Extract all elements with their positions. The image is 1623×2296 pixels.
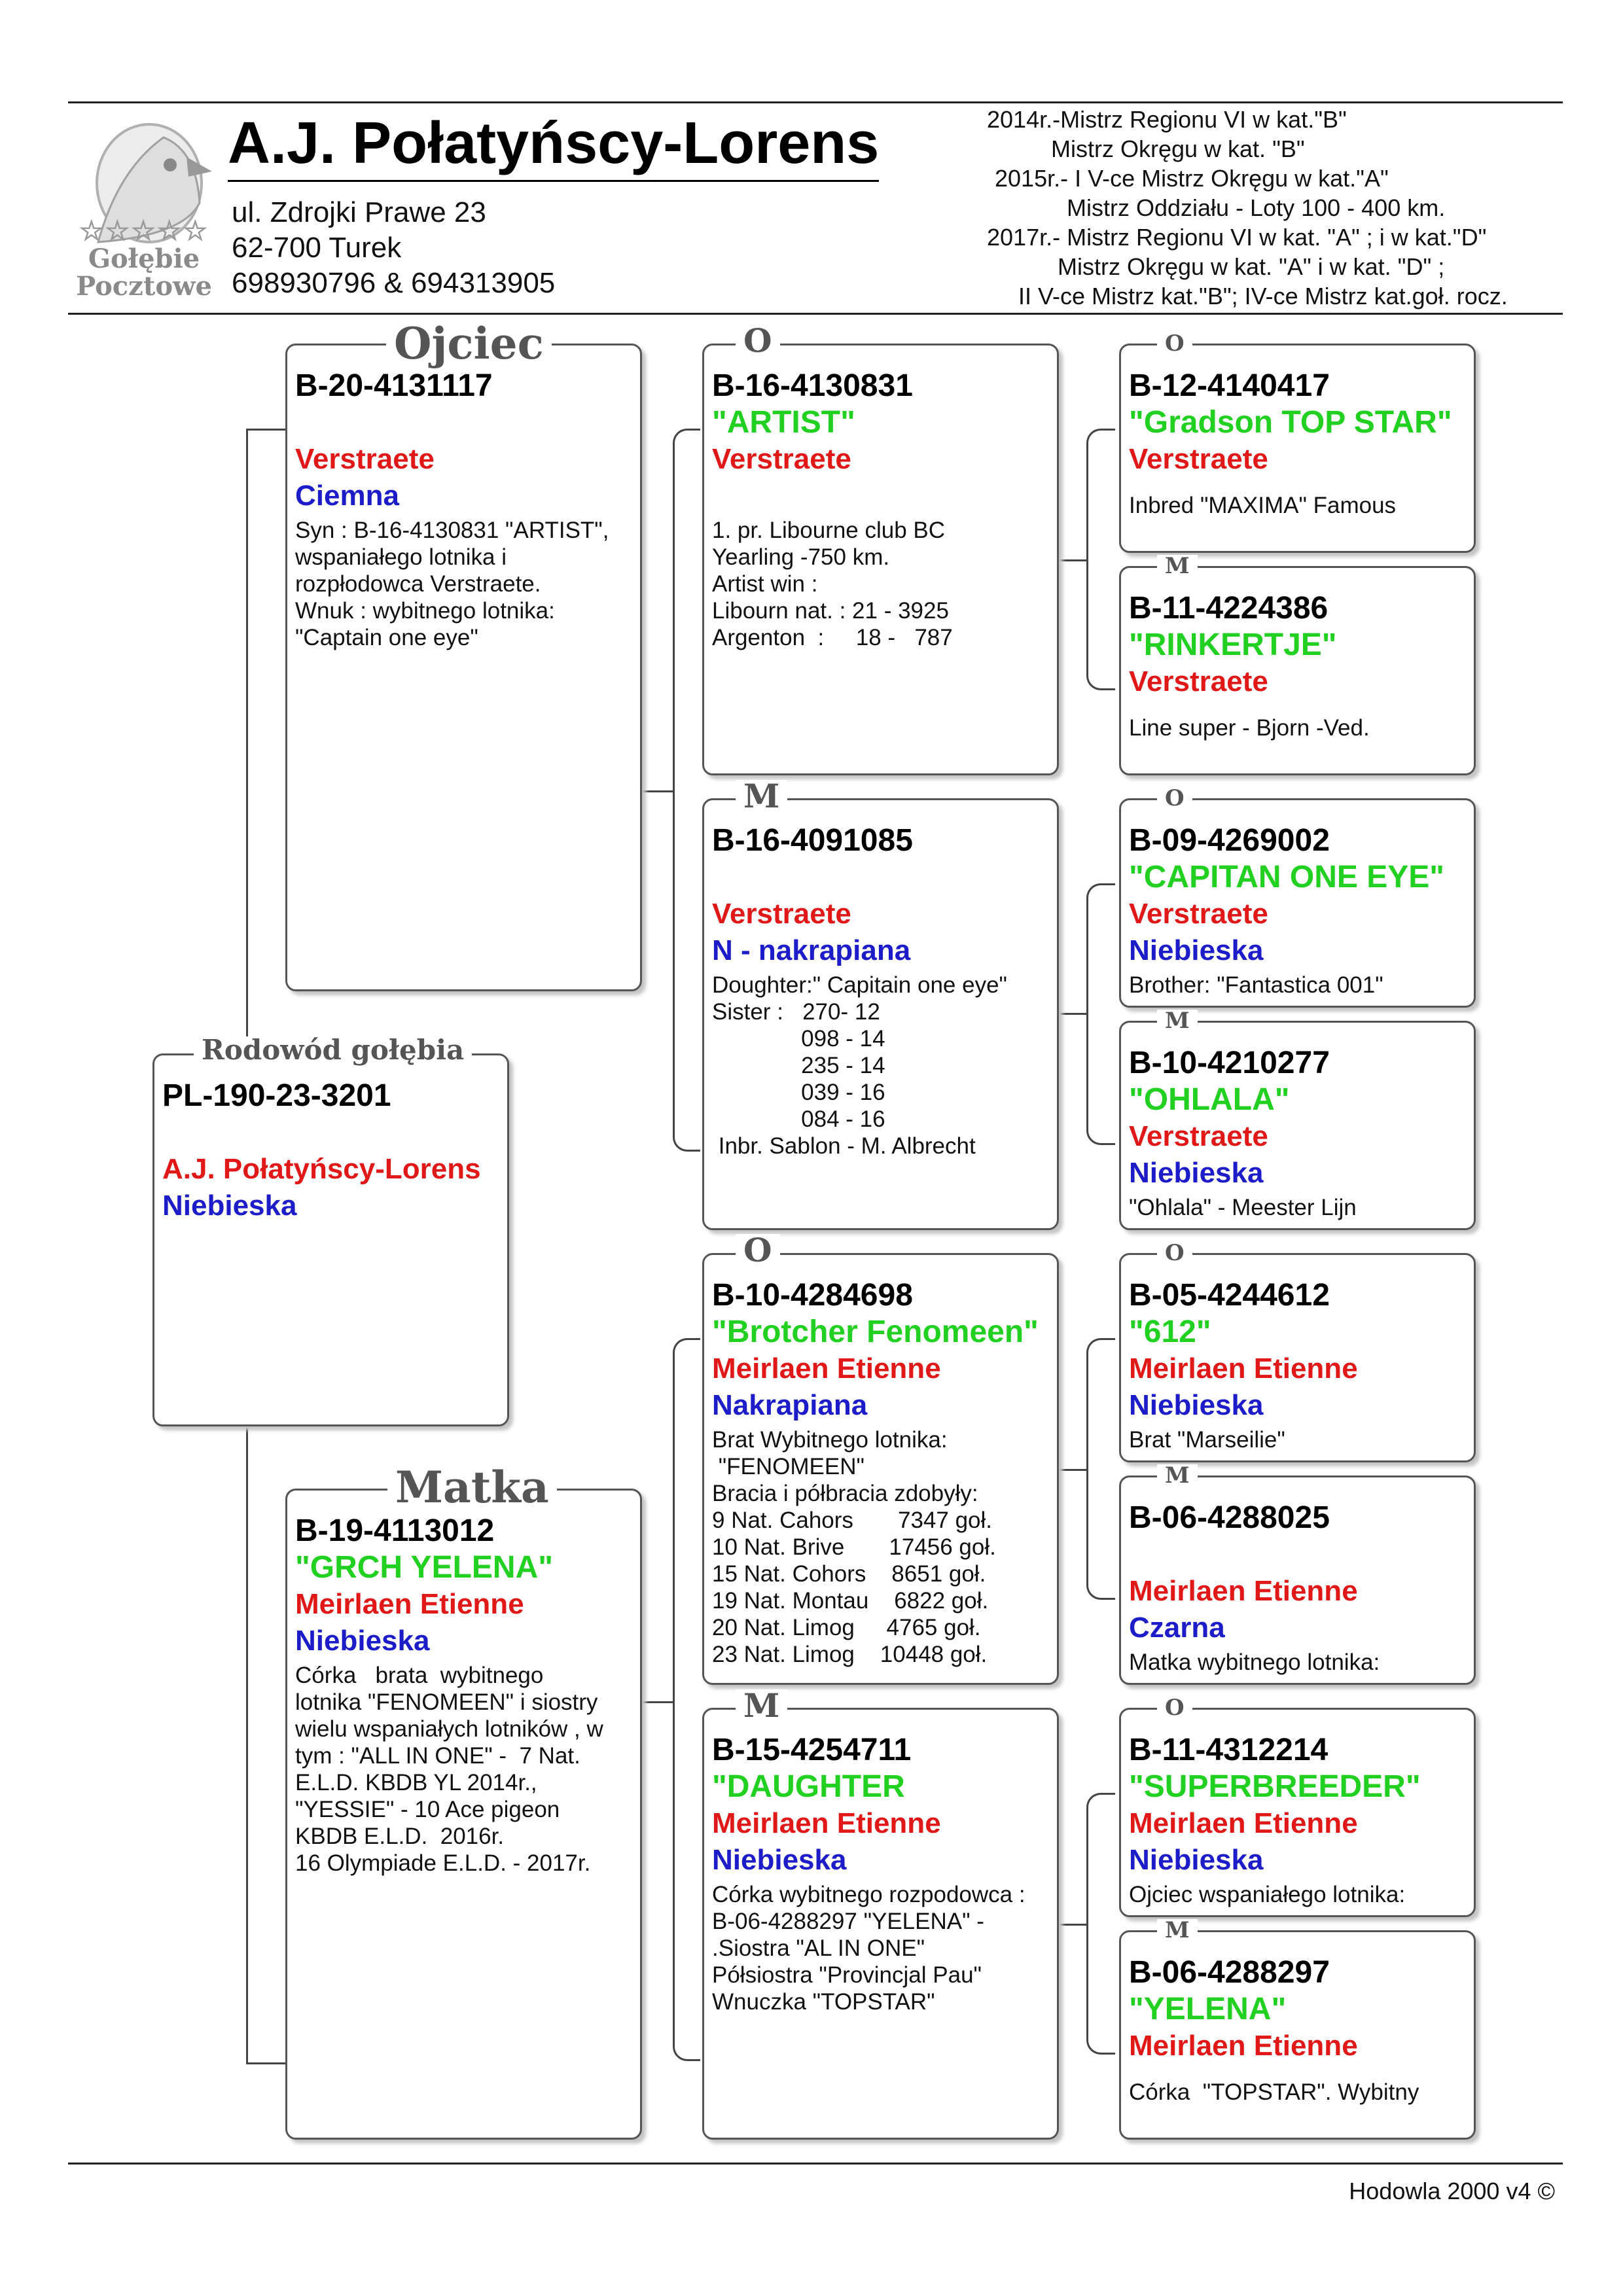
mother-desc: Córka brata wybitnego lotnika "FENOMEEN" i siostry wielu wspaniałych lotników , w tym : "ALL IN ONE" - 7 Nat. E.L.D. KBDB YL 2014r., "YESSIE" - 10 Ace pigeon KBDB E.L.D. 2016r. 16 Olympiade E.L.D. - 2017r. bbox=[295, 1663, 603, 1876]
connector-line bbox=[641, 1701, 673, 1703]
fmm-color: Niebieska bbox=[1129, 1157, 1264, 1189]
mff-breeder: Meirlaen Etienne bbox=[1129, 1352, 1358, 1385]
connector-bracket bbox=[673, 429, 700, 1152]
mm-breeder: Meirlaen Etienne bbox=[712, 1807, 941, 1839]
mff-card bbox=[1119, 1253, 1476, 1462]
mmf-ring: B-11-4312214 bbox=[1129, 1733, 1329, 1767]
father-breeder: Verstraete bbox=[295, 443, 435, 475]
mf-card bbox=[702, 1253, 1059, 1685]
fm-desc: Doughter:" Capitain one eye" Sister : 270- 12 098 - 14 235 - 14 039 - 16 084 - 16 Inbr. Sablon - M. Albrecht bbox=[712, 972, 1007, 1159]
mother-header: Matka bbox=[387, 1466, 557, 1509]
footer-credit: Hodowla 2000 v4 © bbox=[1349, 2178, 1555, 2204]
breeder-name-title: A.J. Połatyńscy-Lorens bbox=[228, 110, 879, 182]
mfm-ring: B-06-4288025 bbox=[1129, 1500, 1330, 1535]
fmm-name: "OHLALA" bbox=[1129, 1082, 1290, 1117]
mother-name: "GRCH YELENA" bbox=[295, 1550, 554, 1585]
mff-name: "612" bbox=[1129, 1315, 1211, 1349]
mff-header: O bbox=[1157, 1242, 1192, 1264]
mmf-desc: Ojciec wspaniałego lotnika: bbox=[1129, 1882, 1406, 1907]
logo-line2: Pocztowe bbox=[76, 271, 212, 302]
achievement-line: Mistrz Oddziału - Loty 100 - 400 km. bbox=[1067, 194, 1446, 221]
subject-card bbox=[152, 1053, 509, 1426]
address-street: ul. Zdrojki Prawe 23 bbox=[232, 196, 486, 228]
subject-header: Rodowód gołębia bbox=[194, 1036, 472, 1064]
fff-breeder: Verstraete bbox=[1129, 443, 1268, 475]
ffm-breeder: Verstraete bbox=[1129, 665, 1268, 698]
mmm-breeder: Meirlaen Etienne bbox=[1129, 2030, 1358, 2062]
mmf-card bbox=[1119, 1708, 1476, 1917]
fm-ring: B-16-4091085 bbox=[712, 823, 913, 858]
logo-line1: Gołębie bbox=[88, 243, 200, 274]
address-city: 62-700 Turek bbox=[232, 232, 402, 264]
mf-desc: Brat Wybitnego lotnika: "FENOMEEN" Bracia i półbracia zdobyły: 9 Nat. Cahors 7347 goł. 10 Nat. Brive 17456 goł. 15 Nat. Cohors 8651 goł. 19 Nat. Montau 6822 goł. 20 Nat. Limog 4765 goł. 23 Nat. Limog 10448 goł. bbox=[712, 1427, 996, 1667]
mf-color: Nakrapiana bbox=[712, 1389, 868, 1421]
father-header: Ojciec bbox=[386, 322, 552, 365]
fmf-color: Niebieska bbox=[1129, 934, 1264, 966]
father-color: Ciemna bbox=[295, 480, 399, 512]
subject-breeder: A.J. Połatyńscy-Lorens bbox=[162, 1153, 481, 1185]
mm-desc: Córka wybitnego rozpodowca : B-06-4288297 "YELENA" - .Siostra "AL IN ONE" Półsiostra "Provincjal Pau" Wnuczka "TOPSTAR" bbox=[712, 1882, 1026, 2015]
connector-line bbox=[1059, 1924, 1086, 1926]
ffm-header: M bbox=[1157, 555, 1198, 577]
connector-bracket bbox=[1086, 1338, 1115, 1600]
mfm-color: Czarna bbox=[1129, 1612, 1225, 1644]
ff-header: O bbox=[736, 325, 780, 357]
connector-line bbox=[246, 429, 285, 431]
connector-bracket bbox=[673, 1338, 700, 2061]
ff-breeder: Verstraete bbox=[712, 443, 851, 475]
fff-ring: B-12-4140417 bbox=[1129, 368, 1330, 403]
mmm-header: M bbox=[1157, 1919, 1198, 1941]
fmf-breeder: Verstraete bbox=[1129, 898, 1268, 930]
achievements-list bbox=[975, 105, 1551, 311]
fm-color: N - nakrapiana bbox=[712, 934, 911, 966]
subject-ring: PL-190-23-3201 bbox=[162, 1078, 391, 1113]
father-card bbox=[285, 344, 642, 991]
achievement-line: 2015r.- I V-ce Mistrz Okręgu w kat."A" bbox=[995, 165, 1389, 192]
header-rule-bottom bbox=[68, 313, 1563, 315]
fff-card bbox=[1119, 344, 1476, 553]
mother-color: Niebieska bbox=[295, 1625, 430, 1657]
mm-name: "DAUGHTER bbox=[712, 1769, 905, 1804]
ffm-name: "RINKERTJE" bbox=[1129, 627, 1337, 662]
ff-ring: B-16-4130831 bbox=[712, 368, 913, 403]
fm-card bbox=[702, 798, 1059, 1230]
mm-card bbox=[702, 1708, 1059, 2140]
achievement-line: 2014r.-Mistrz Regionu VI w kat."B" bbox=[987, 106, 1347, 133]
fmm-breeder: Verstraete bbox=[1129, 1120, 1268, 1152]
achievement-line: II V-ce Mistrz kat."B"; IV-ce Mistrz kat.goł. rocz. bbox=[1018, 283, 1508, 309]
subject-color: Niebieska bbox=[162, 1190, 297, 1222]
connector-bracket bbox=[1086, 883, 1115, 1145]
achievement-line: Mistrz Okręgu w kat. "A" i w kat. "D" ; bbox=[1058, 253, 1445, 280]
fmf-ring: B-09-4269002 bbox=[1129, 823, 1330, 858]
mm-header: M bbox=[736, 1689, 787, 1722]
connector-line bbox=[246, 1426, 248, 2064]
mfm-header: M bbox=[1157, 1464, 1198, 1487]
mmf-name: "SUPERBREEDER" bbox=[1129, 1769, 1421, 1804]
mfm-breeder: Meirlaen Etienne bbox=[1129, 1575, 1358, 1607]
connector-bracket bbox=[1086, 1793, 1115, 2055]
mmm-name: "YELENA" bbox=[1129, 1992, 1287, 2026]
mmm-card bbox=[1119, 1930, 1476, 2140]
mf-name: "Brotcher Fenomeen" bbox=[712, 1315, 1039, 1349]
header-rule-top bbox=[68, 101, 1563, 103]
footer-rule bbox=[68, 2163, 1563, 2164]
fff-desc: Inbred "MAXIMA" Famous bbox=[1129, 493, 1397, 518]
fmm-header: M bbox=[1157, 1010, 1198, 1032]
mf-breeder: Meirlaen Etienne bbox=[712, 1352, 941, 1385]
mmm-desc: Córka "TOPSTAR". Wybitny bbox=[1129, 2079, 1419, 2105]
connector-line bbox=[1059, 559, 1086, 561]
fff-name: "Gradson TOP STAR" bbox=[1129, 405, 1452, 440]
fmm-card bbox=[1119, 1021, 1476, 1230]
connector-line bbox=[246, 2062, 285, 2064]
mf-ring: B-10-4284698 bbox=[712, 1278, 913, 1313]
achievement-line: Mistrz Okręgu w kat. "B" bbox=[1051, 135, 1305, 162]
mfm-card bbox=[1119, 1475, 1476, 1685]
mff-desc: Brat "Marseilie" bbox=[1129, 1427, 1285, 1453]
ff-name: "ARTIST" bbox=[712, 405, 855, 440]
fmm-desc: "Ohlala" - Meester Lijn bbox=[1129, 1195, 1357, 1220]
father-ring: B-20-4131117 bbox=[295, 368, 493, 403]
mmm-ring: B-06-4288297 bbox=[1129, 1955, 1330, 1990]
ffm-desc: Line super - Bjorn -Ved. bbox=[1129, 715, 1370, 741]
mmf-color: Niebieska bbox=[1129, 1844, 1264, 1876]
connector-line bbox=[1059, 1013, 1086, 1015]
fmm-ring: B-10-4210277 bbox=[1129, 1046, 1330, 1080]
connector-line bbox=[246, 429, 248, 1083]
fmf-header: O bbox=[1157, 787, 1192, 809]
mf-header: O bbox=[736, 1234, 780, 1267]
connector-line bbox=[1059, 1469, 1086, 1471]
mother-card bbox=[285, 1489, 642, 2140]
fmf-name: "CAPITAN ONE EYE" bbox=[1129, 860, 1445, 894]
ffm-card bbox=[1119, 566, 1476, 775]
mmf-breeder: Meirlaen Etienne bbox=[1129, 1807, 1358, 1839]
fm-header: M bbox=[736, 780, 787, 813]
mm-color: Niebieska bbox=[712, 1844, 847, 1876]
fff-header: O bbox=[1157, 332, 1192, 355]
mother-breeder: Meirlaen Etienne bbox=[295, 1588, 524, 1620]
fmf-desc: Brother: "Fantastica 001" bbox=[1129, 972, 1383, 998]
connector-bracket bbox=[1086, 429, 1115, 690]
mfm-desc: Matka wybitnego lotnika: bbox=[1129, 1650, 1380, 1675]
achievement-line: 2017r.- Mistrz Regionu VI w kat. "A" ; i w kat."D" bbox=[987, 224, 1487, 251]
fmf-card bbox=[1119, 798, 1476, 1008]
connector-line bbox=[641, 790, 673, 792]
father-desc: Syn : B-16-4130831 "ARTIST", wspaniałego lotnika i rozpłodowca Verstraete. Wnuk : wybitnego lotnika: "Captain one eye" bbox=[295, 518, 609, 650]
ffm-ring: B-11-4224386 bbox=[1129, 591, 1329, 626]
logo-stars: ☆☆☆☆☆ bbox=[79, 215, 209, 247]
ff-desc: 1. pr. Libourne club BC Yearling -750 km. Artist win : Libourn nat. : 21 - 3925 Argenton : 18 - 787 bbox=[712, 518, 953, 650]
ff-card bbox=[702, 344, 1059, 775]
mm-ring: B-15-4254711 bbox=[712, 1733, 912, 1767]
mmf-header: O bbox=[1157, 1697, 1192, 1719]
mother-ring: B-19-4113012 bbox=[295, 1513, 495, 1548]
mff-ring: B-05-4244612 bbox=[1129, 1278, 1330, 1313]
phone-numbers: 698930796 & 694313905 bbox=[232, 267, 556, 299]
mff-color: Niebieska bbox=[1129, 1389, 1264, 1421]
fm-breeder: Verstraete bbox=[712, 898, 851, 930]
